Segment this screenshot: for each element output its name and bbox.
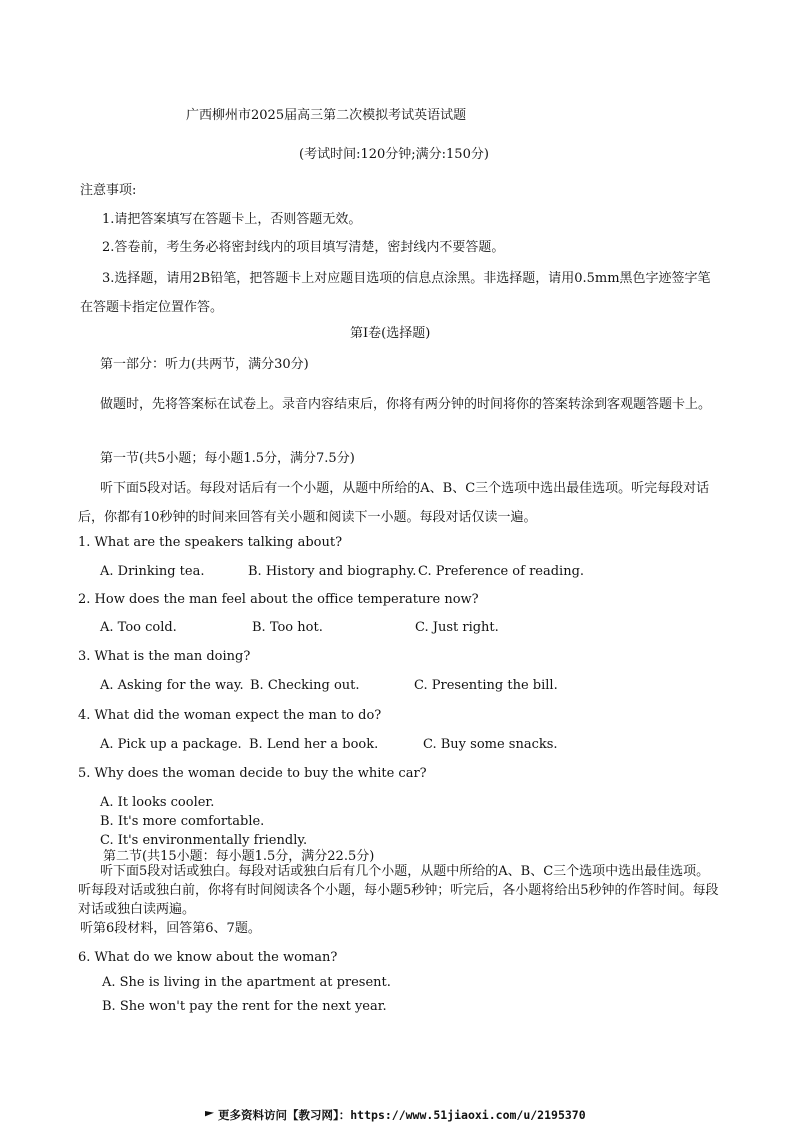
q4-option-a: A. Pick up a package. [100,737,242,752]
q4-option-b: B. Lend her a book. [249,737,379,752]
q6-option-a: A. She is living in the apartment at present. [102,975,391,990]
flag-icon [205,1111,214,1120]
q5-option-a: A. It looks cooler. [100,795,215,810]
q3-option-c: C. Presenting the bill. [414,678,558,693]
question-5: 5. Why does the woman decide to buy the white car? [78,766,427,781]
volume-title: 第Ⅰ卷(选择题) [350,326,431,341]
section2-title: 第二节(共15小题：每小题1.5分，满分22.5分) [103,849,375,864]
question-6: 6. What do we know about the woman? [78,950,338,965]
q5-option-c: C. It's environmentally friendly. [100,833,308,848]
section1-title: 第一节(共5小题；每小题1.5分，满分7.5分) [100,451,355,466]
question-3: 3. What is the man doing? [78,649,251,664]
q6-option-b: B. She won't pay the rent for the next year. [102,999,387,1014]
q3-option-a: A. Asking for the way. [100,678,244,693]
notes-heading: 注意事项: [80,183,137,198]
question-2: 2. How does the man feel about the office temperature now? [78,592,479,607]
part1-intro: 做题时，先将答案标在试卷上。录音内容结束后，你将有两分钟的时间将你的答案转涂到客观题答题卡上。 [100,397,712,412]
note-item-2: 2.答卷前，考生务必将密封线内的项目填写清楚，密封线内不要答题。 [102,240,505,255]
footer-link[interactable] [205,1107,586,1123]
material-note: 听第6段材料，回答第6、7题。 [80,921,261,936]
q4-option-c: C. Buy some snacks. [423,737,558,752]
note-item-3: 3.选择题，请用2B铅笔，把答题卡上对应题目选项的信息点涂黑。非选择题，请用0.5mm黑色字迹签字笔在答题卡指定位置作答。 [80,271,711,315]
exam-subtitle: (考试时间:120分钟;满分:150分) [299,147,489,162]
q2-option-b: B. Too hot. [252,620,323,635]
question-1: 1. What are the speakers talking about? [78,535,343,550]
exam-title: 广西柳州市2025届高三第二次模拟考试英语试题 [186,108,467,123]
section2-intro: 听下面5段对话或独白。每段对话或独白后有几个小题，从题中所给的A、B、C三个选项中选出最佳选项。听每段对话或独白前，你将有时间阅读各个小题，每小题5秒钟；听完后，各小题将给出5秒钟的作答时间。每段对话或独白读两遍。 [78,864,719,917]
q5-option-b: B. It's more comfortable. [100,814,265,829]
q3-option-b: B. Checking out. [250,678,360,693]
question-4: 4. What did the woman expect the man to do? [78,708,382,723]
q1-option-c: C. Preference of reading. [418,564,585,579]
q1-option-a: A. Drinking tea. [100,564,205,579]
section1-intro: 听下面5段对话。每段对话后有一个小题，从题中所给的A、B、C三个选项中选出最佳选项。听完每段对话后，你都有10秒钟的时间来回答有关小题和阅读下一小题。每段对话仅读一遍。 [78,481,710,525]
part1-title: 第一部分：听力(共两节，满分30分) [100,357,309,372]
q2-option-a: A. Too cold. [100,620,177,635]
note-item-1: 1.请把答案填写在答题卡上，否则答题无效。 [102,212,362,227]
q2-option-c: C. Just right. [415,620,499,635]
footer-text: 更多资料访问【教习网】：https://www.51jiaoxi.com/u/2195370 [218,1108,586,1122]
q1-option-b: B. History and biography. [248,564,417,579]
